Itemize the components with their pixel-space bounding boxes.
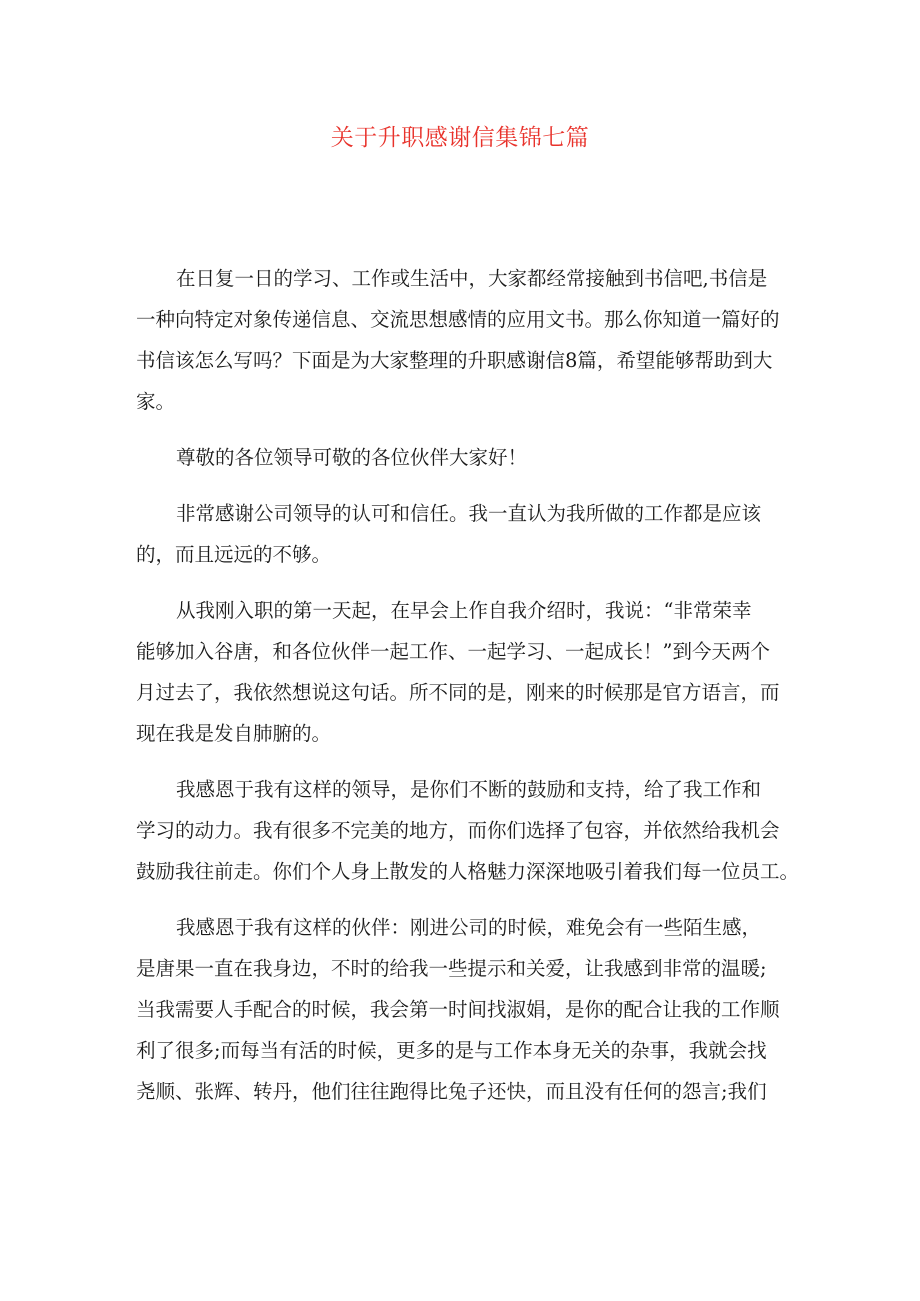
- paragraph-thanks: [136, 493, 796, 575]
- paragraph-leaders: [136, 769, 800, 892]
- paragraph-intro: [136, 258, 796, 422]
- paragraph-line: 现在我是发自肺腑的。: [136, 722, 332, 745]
- paragraph-line: 利了很多;而每当有活的时候，更多的是与工作本身无关的杂事，我就会找: [136, 1039, 767, 1062]
- document-title: 关于升职感谢信集锦七篇: [330, 125, 590, 151]
- paragraph-partners: [136, 907, 796, 1112]
- paragraph-line: 书信该怎么写吗？下面是为大家整理的升职感谢信8篇，希望能够帮助到大: [136, 349, 773, 372]
- paragraph-line: 在日复一日的学习、工作或生活中，大家都经常接触到书信吧,书信是: [176, 267, 768, 290]
- paragraph-line: 我感恩于我有这样的伙伴：刚进公司的时候，难免会有一些陌生感，: [176, 916, 762, 939]
- paragraph-line: 学习的动力。我有很多不完美的地方，而你们选择了包容，并依然给我机会: [136, 819, 780, 842]
- paragraph-line: 非常感谢公司领导的认可和信任。我一直认为我所做的工作都是应该: [176, 502, 762, 525]
- paragraph-line: 我感恩于我有这样的领导，是你们不断的鼓励和支持，给了我工作和: [176, 778, 762, 801]
- paragraph-line: 尧顺、张辉、转丹，他们往往跑得比兔子还快，而且没有任何的怨言;我们: [136, 1080, 767, 1103]
- document-body: [136, 258, 800, 1127]
- paragraph-line: 一种向特定对象传递信息、交流思想感情的应用文书。那么你知道一篇好的: [136, 308, 780, 331]
- paragraph-line: 当我需要人手配合的时候，我会第一时间找淑娟，是你的配合让我的工作顺: [136, 998, 780, 1021]
- paragraph-line: 的，而且远远的不够。: [136, 543, 332, 566]
- paragraph-line: 能够加入谷唐，和各位伙伴一起工作、一起学习、一起成长！”到今天两个: [136, 640, 770, 663]
- paragraph-line: 是唐果一直在我身边，不时的给我一些提示和关爱，让我感到非常的温暖;: [136, 957, 767, 980]
- paragraph-line: 尊敬的各位领导可敬的各位伙伴大家好！: [176, 446, 528, 469]
- paragraph-line: 月过去了，我依然想说这句话。所不同的是，刚来的时候那是官方语言，而: [136, 681, 780, 704]
- paragraph-line: 家。: [136, 390, 176, 413]
- paragraph-first-day: [136, 590, 796, 754]
- paragraph-line: 鼓励我往前走。你们个人身上散发的人格魅力深深地吸引着我们每一位员工。: [136, 860, 800, 883]
- paragraph-greeting: [136, 437, 796, 478]
- paragraph-line: 从我刚入职的第一天起，在早会上作自我介绍时，我说：“非常荣幸: [176, 599, 752, 622]
